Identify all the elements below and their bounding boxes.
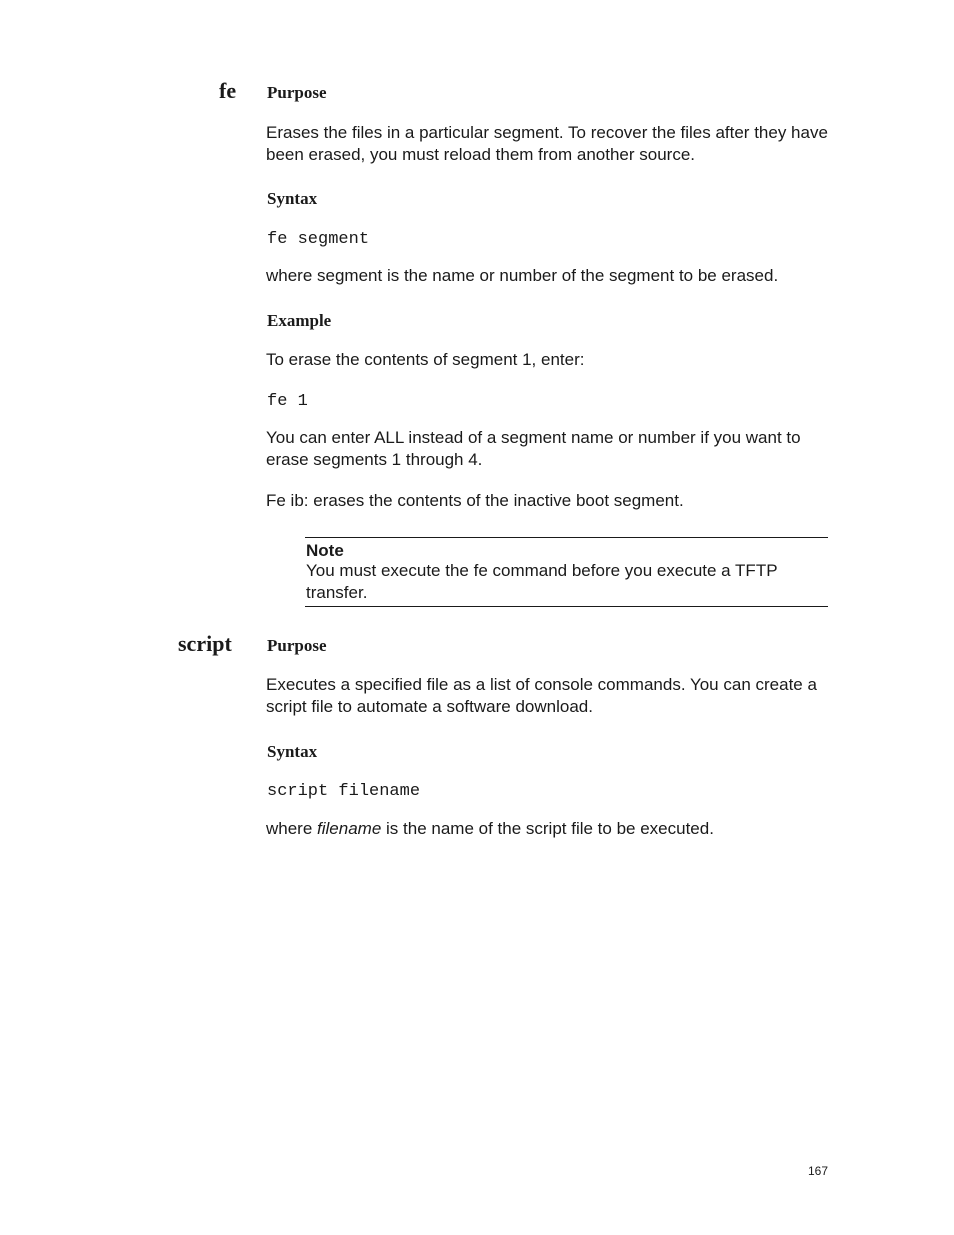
purpose-text: Executes a specified file as a list of console commands. You can create a script file to automate a software download. bbox=[266, 675, 817, 716]
syntax-description bbox=[266, 818, 831, 840]
purpose-heading: Purpose bbox=[267, 83, 327, 102]
command-name-script: script bbox=[178, 631, 232, 656]
note-box bbox=[305, 537, 828, 607]
syntax-heading: Syntax bbox=[267, 742, 318, 761]
note-label: Note bbox=[306, 541, 344, 560]
page-number: 167 bbox=[808, 1164, 829, 1178]
syntax-description: where segment is the name or number of the segment to be erased. bbox=[266, 266, 779, 285]
example-code: fe 1 bbox=[267, 392, 308, 411]
syntax-desc-suffix: is the name of the script file to be executed. bbox=[381, 819, 714, 838]
note-text: You must execute the fe command before you execute a TFTP transfer. bbox=[306, 561, 778, 602]
inactive-boot-text: Fe ib: erases the contents of the inactive boot segment. bbox=[266, 491, 684, 510]
syntax-heading: Syntax bbox=[267, 189, 318, 208]
syntax-desc-filename: filename bbox=[317, 819, 382, 838]
syntax-code: fe segment bbox=[267, 230, 370, 249]
example-intro: To erase the contents of segment 1, enter: bbox=[266, 350, 585, 369]
syntax-desc-prefix: where bbox=[266, 819, 318, 838]
purpose-text: Erases the files in a particular segment. To recover the files after they have been erased, you must reload them from another source. bbox=[266, 123, 828, 164]
all-segments-text: You can enter ALL instead of a segment name or number if you want to erase segments 1 through 4. bbox=[266, 428, 801, 469]
purpose-heading: Purpose bbox=[267, 636, 327, 655]
command-name-fe: fe bbox=[219, 78, 237, 103]
syntax-code: script filename bbox=[267, 782, 421, 801]
example-heading: Example bbox=[267, 311, 332, 330]
